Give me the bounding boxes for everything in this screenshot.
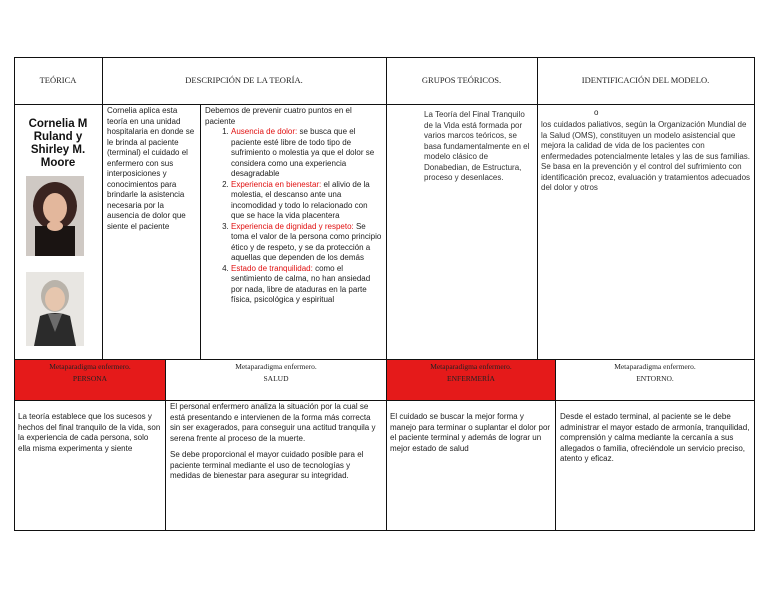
- header-descripcion: DESCRIPCIÓN DE LA TEORÍA.: [185, 75, 303, 85]
- header-teorica: TEÓRICA: [39, 75, 77, 85]
- portrait-ruland: [26, 176, 84, 256]
- description-points: [205, 106, 383, 306]
- meta-header-salud: Metaparadigma enfermero. SALUD: [235, 362, 317, 383]
- salud-text: El personal enfermero analiza la situación por la cual se está presentando e intervienen de la forma más correcta sin ser exagerados, para conseguir una actitud tranquila y serena frente al proceso de la muerte. Se debe proporcional el mayor cuidado posible para el paciente terminal mediante el uso de tecnologías y medidas de bienestar para asegurar su integridad.: [170, 402, 376, 480]
- portrait-moore: [26, 272, 84, 346]
- description-intro: Debemos de prevenir cuatro puntos en el paciente: [205, 106, 352, 126]
- grupos-text: La Teoría del Final Tranquilo de la Vida está formada por varios marcos teóricos, se basa fundamentalmente en el modelo clásico de Donabedian, de Estructura, proceso y desenlaces.: [424, 110, 530, 182]
- header-identificacion: IDENTIFICACIÓN DEL MODELO.: [581, 75, 710, 85]
- persona-text: La teoría establece que los sucesos y hechos del final tranquilo de la vida, son la experiencia de cada persona, solo ella misma experimenta y siente: [18, 412, 161, 453]
- entorno-text: Desde el estado terminal, al paciente se le debe administrar el mayor estado de armonía, tranquilidad, comprensión y calma mediante la cercanía a sus allegados o familia, ofreciéndole un servicio preciso, atento y eficaz.: [560, 412, 750, 463]
- description-left: Cornelia aplica esta teoría en una unidad hospitalaria en donde se le brinda al paciente (terminal) el cuidado el enfermero con sus interposiciones y conocimientos para brindarle la asistencia necesaria por la ausencia de dolor que siente el paciente: [107, 106, 195, 231]
- meta-header-enfermeria: Metaparadigma enfermero. ENFERMERÍA: [430, 362, 512, 383]
- enfermeria-text: El cuidado se buscar la mejor forma y manejo para terminar o suplantar el dolor por el paciente terminal y además de lograr un mejor estado de salud: [390, 412, 551, 453]
- header-grupos: GRUPOS TEÓRICOS.: [421, 75, 502, 85]
- point-item: 4. Estado de tranquilidad: como el sentimiento de calma, no han ansiedad por nada, libre de ataduras en la parte física, psicológica y espiritual: [231, 264, 383, 306]
- identificacion-bullet: o: [594, 108, 599, 117]
- author-names: Cornelia M Ruland y Shirley M. Moore: [28, 118, 88, 169]
- meta-header-persona: Metaparadigma enfermero. PERSONA: [49, 362, 131, 383]
- meta-header-entorno: Metaparadigma enfermero. ENTORNO.: [614, 362, 696, 383]
- identificacion-text: los cuidados paliativos, según la Organización Mundial de la Salud (OMS), constituyen un modelo asistencial que mejora la calidad de vida de los pacientes con enfermedades potencialmente letales y las de sus familias. Se basa en la prevención y el control del sufrimiento con identificación precoz, evaluación y tratamientos adecuados del dolor y otros: [541, 120, 751, 192]
- point-item: 3. Experiencia de dignidad y respeto: Se toma el valor de la persona como principio ético y de respeto, y se da protección a aquellas que dependen de los demás: [231, 222, 383, 264]
- point-item: 1. Ausencia de dolor: se busca que el paciente esté libre de todo tipo de sufrimiento o molestia ya que el dolor se considera como una experiencia desagradable: [231, 127, 383, 180]
- point-item: 2. Experiencia en bienestar: el alivio de la molestia, el descanso ante una incomodidad y todo lo relacionado con que se hace la vida placentera: [231, 180, 383, 222]
